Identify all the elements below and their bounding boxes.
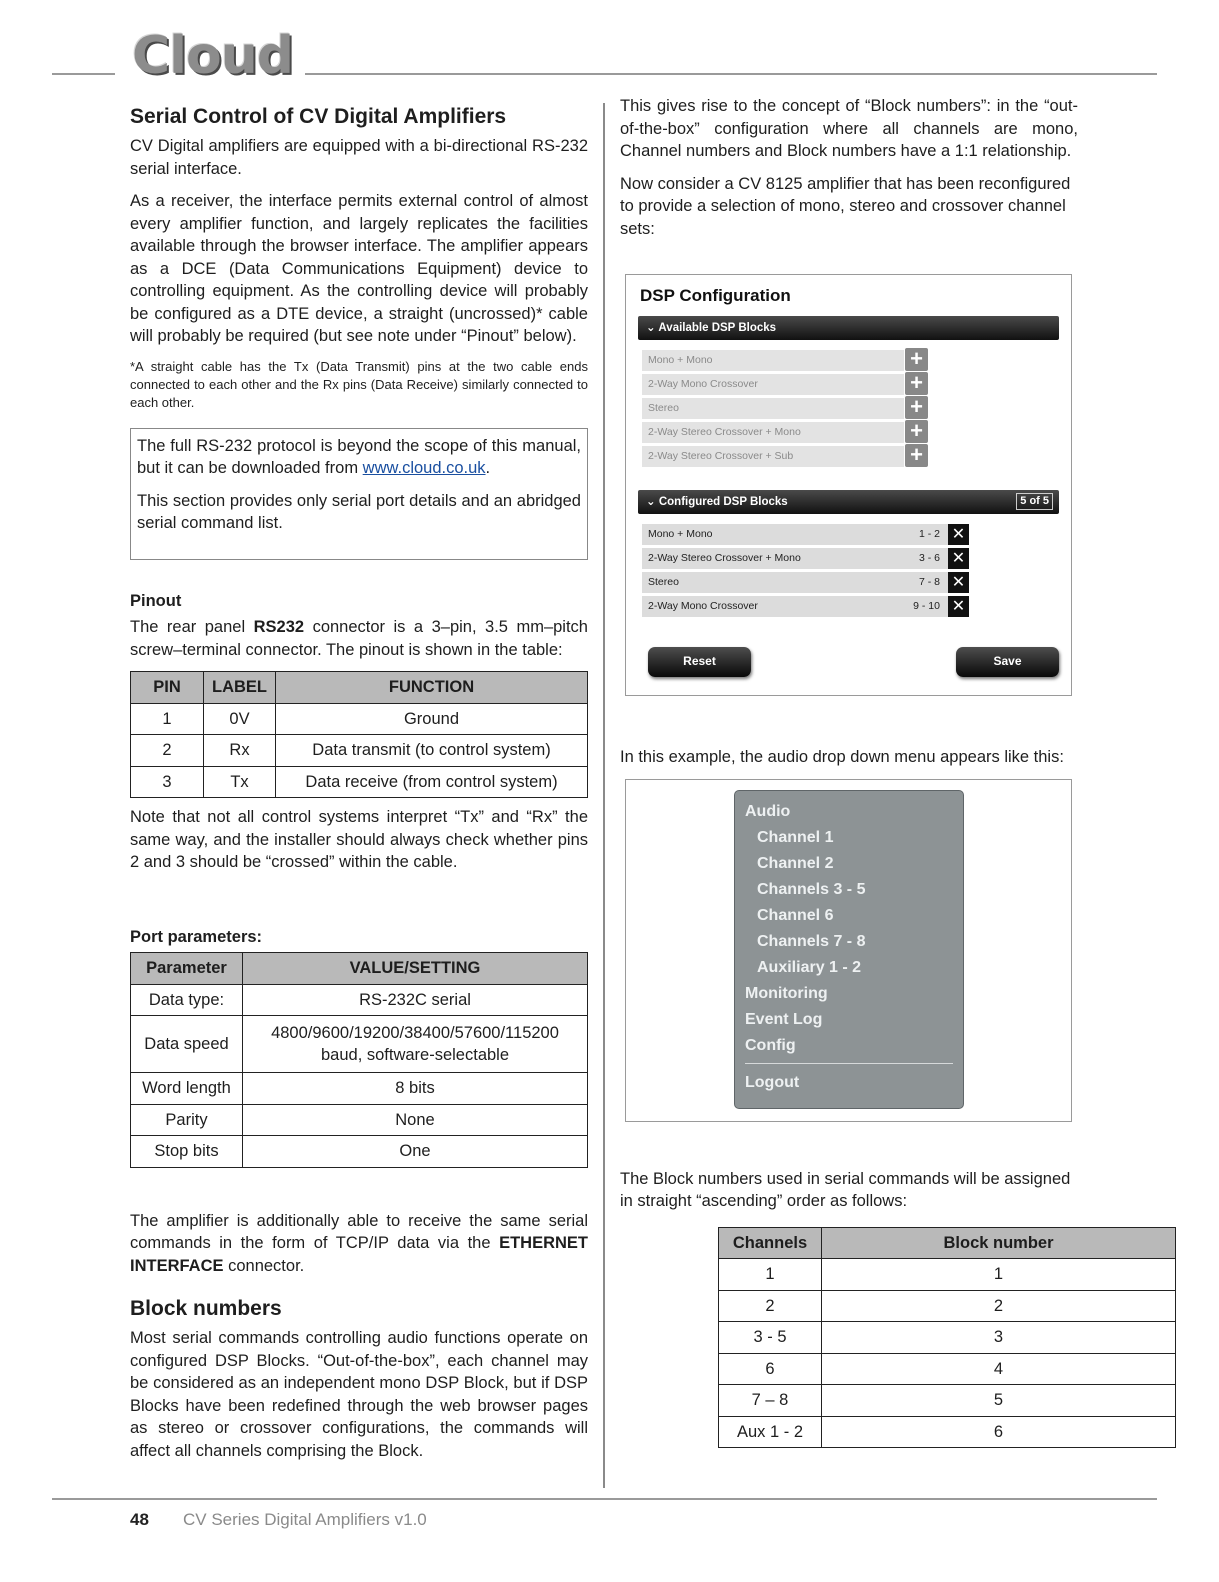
table-cell: Word length: [131, 1073, 243, 1105]
table-row: [719, 1259, 1176, 1291]
table-header: Channels: [719, 1227, 822, 1259]
block-range: 7 - 8: [918, 575, 940, 588]
available-block-row: [642, 441, 1059, 468]
table-header: VALUE/SETTING: [243, 953, 588, 985]
table-cell: Parity: [131, 1104, 243, 1136]
menu-item-auxiliary-1-2[interactable]: Auxiliary 1 - 2: [757, 958, 862, 976]
table-row: [719, 1322, 1176, 1354]
table-header: Block number: [822, 1227, 1176, 1259]
table-header: Parameter: [131, 953, 243, 985]
configured-block-row: [642, 522, 1059, 546]
tcp-pre: The amplifier is additionally able to receive the same serial commands in the form of TCP/IP data via the: [130, 1211, 588, 1252]
plus-icon: +: [910, 417, 923, 443]
add-block-button[interactable]: [905, 417, 928, 443]
menu-item-event-log[interactable]: Event Log: [745, 1010, 823, 1028]
configured-block-name: [642, 548, 948, 569]
port-heading: Port parameters:: [130, 927, 263, 946]
table-cell: None: [243, 1104, 588, 1136]
available-block-name: 2-Way Stereo Crossover + Sub: [642, 446, 904, 467]
remove-block-button[interactable]: [948, 572, 969, 593]
audio-dropdown-menu: [734, 790, 964, 1109]
add-block-button[interactable]: [905, 441, 928, 467]
menu-separator: [745, 1063, 953, 1064]
close-icon: ✕: [951, 597, 966, 615]
save-button[interactable]: Save: [956, 647, 1059, 677]
table-cell: 7 – 8: [719, 1385, 822, 1417]
table-cell: 6: [822, 1416, 1176, 1448]
available-blocks-bar[interactable]: [638, 316, 1059, 340]
table-cell: 2: [822, 1290, 1176, 1322]
table-cell: 6: [719, 1353, 822, 1385]
table-header: PIN: [131, 672, 204, 704]
table-cell: 3 - 5: [719, 1322, 822, 1354]
menu-item-config[interactable]: Config: [745, 1036, 796, 1054]
port-parameters-table: [130, 952, 588, 1168]
pinout-post: connector is a 3–pin, 3.5 mm–pitch screw–terminal connector. The pinout is shown in the table:: [130, 618, 588, 659]
available-block-row: [642, 417, 1059, 444]
remove-block-button[interactable]: [948, 548, 969, 569]
menu-item-audio[interactable]: Audio: [745, 802, 791, 820]
remove-block-button[interactable]: [948, 524, 969, 545]
menu-item-channels-7-8[interactable]: Channels 7 - 8: [757, 932, 866, 950]
footer-rule: [52, 1498, 1157, 1500]
note-box: [130, 428, 588, 560]
available-block-name: Stereo: [642, 398, 904, 419]
serial-paragraph-2: As a receiver, the interface permits external control of almost every amplifier function, and largely replicates the facilities available through the browser interface. The amplifier appears as a DCE (Data Communications Equipment) device to controlling equipment. As the controlling device will probably be configured as a DTE device, a straight (uncrossed)* cable will probably be required (but see note under “Pinout” below).: [130, 192, 588, 345]
menu-item-channel-6[interactable]: Channel 6: [757, 906, 834, 924]
right-paragraph-1: This gives rise to the concept of “Block numbers”: in the “out-of-the-box” configuration where all channels are mono, Channel numbers and Block numbers have a 1:1 relationship.: [620, 97, 1078, 160]
table-cell: Data receive (from control system): [276, 766, 588, 798]
plus-icon: +: [910, 441, 923, 467]
add-block-button[interactable]: [905, 345, 928, 371]
table-row: [719, 1353, 1176, 1385]
configured-blocks-bar[interactable]: [638, 490, 1059, 514]
block-name-text: 2-Way Stereo Crossover + Mono: [648, 551, 801, 564]
table-cell: Data type:: [131, 984, 243, 1016]
block-range: 3 - 6: [918, 551, 940, 564]
configured-block-name: [642, 572, 948, 593]
pinout-paragraph: [130, 616, 588, 661]
menu-item-channel-1[interactable]: Channel 1: [757, 828, 834, 846]
close-icon: ✕: [951, 525, 966, 543]
cloud-website-link[interactable]: www.cloud.co.uk: [362, 459, 486, 477]
configured-block-name: [642, 524, 948, 545]
audio-menu-screenshot: [625, 779, 1072, 1122]
table-row: [719, 1290, 1176, 1322]
pin-note: Note that not all control systems interpret “Tx” and “Rx” the same way, and the installer should always check whether pins 2 and 3 should be “crossed” within the cable.: [130, 808, 588, 871]
table-cell: 0V: [204, 703, 276, 735]
note-period: .: [485, 459, 491, 477]
table-row: [131, 1104, 588, 1136]
table-header: FUNCTION: [276, 672, 588, 704]
page-number: 48: [130, 1510, 149, 1529]
table-cell: 1: [719, 1259, 822, 1291]
table-cell: Rx: [204, 735, 276, 767]
menu-item-channel-2[interactable]: Channel 2: [757, 854, 834, 872]
table-cell: 4800/9600/19200/38400/57600/115200 baud, software-selectable: [243, 1016, 588, 1073]
plus-icon: +: [910, 345, 923, 371]
add-block-button[interactable]: [905, 369, 928, 395]
serial-paragraph-1: CV Digital amplifiers are equipped with a bi-directional RS-232 serial interface.: [130, 137, 588, 178]
menu-item-monitoring[interactable]: Monitoring: [745, 984, 828, 1002]
dsp-title: DSP Configuration: [640, 286, 791, 305]
table-row: [131, 735, 588, 767]
table-row: [131, 703, 588, 735]
available-block-name: 2-Way Mono Crossover: [642, 374, 904, 395]
blocks-intro: The Block numbers used in serial commands will be assigned in straight “ascending” order as follows:: [620, 1169, 1071, 1210]
reset-button[interactable]: Reset: [648, 647, 751, 677]
serial-heading: Serial Control of CV Digital Amplifiers: [130, 105, 507, 128]
note-line-1: [137, 435, 581, 480]
table-cell: Tx: [204, 766, 276, 798]
plus-icon: +: [910, 369, 923, 395]
table-cell: 5: [822, 1385, 1176, 1417]
table-header-row: [131, 672, 588, 704]
dsp-configuration-panel: [625, 274, 1072, 696]
left-column: [130, 103, 588, 1472]
block-numbers-heading: Block numbers: [130, 1297, 282, 1320]
table-header-row: [719, 1227, 1176, 1259]
table-cell: Stop bits: [131, 1136, 243, 1168]
pinout-pre: The rear panel: [130, 618, 254, 636]
pinout-heading: Pinout: [130, 591, 182, 610]
close-icon: ✕: [951, 573, 966, 591]
block-range: 9 - 10: [913, 599, 940, 612]
add-block-button[interactable]: [905, 393, 928, 419]
table-cell: Ground: [276, 703, 588, 735]
table-cell: Data transmit (to control system): [276, 735, 588, 767]
menu-item-logout[interactable]: Logout: [745, 1073, 800, 1091]
header-rule-right: [305, 73, 1157, 75]
table-row: [719, 1385, 1176, 1417]
table-cell: 2: [719, 1290, 822, 1322]
table-row: [131, 1136, 588, 1168]
block-name-text: Mono + Mono: [648, 527, 713, 540]
available-block-name: 2-Way Stereo Crossover + Mono: [642, 422, 904, 443]
block-range: 1 - 2: [918, 527, 940, 540]
configured-block-row: [642, 594, 1059, 618]
table-cell: 1: [131, 703, 204, 735]
table-header-row: [131, 953, 588, 985]
ethernet-label: ETHERNET INTERFACE: [130, 1234, 588, 1275]
footnote: *A straight cable has the Tx (Data Transmit) pins at the two cable ends connected to each other and the Rx pins (Data Receive) similarly connected to each other.: [130, 358, 588, 410]
table-row: [131, 984, 588, 1016]
menu-intro: In this example, the audio drop down menu appears like this:: [620, 748, 1064, 766]
available-block-name: Mono + Mono: [642, 350, 904, 371]
table-row: [131, 1073, 588, 1105]
note-text: The full RS-232 protocol is beyond the scope of this manual, but it can be downloaded from: [137, 436, 581, 477]
close-icon: ✕: [951, 549, 966, 567]
block-name-text: Stereo: [648, 575, 679, 588]
right-paragraph-2: Now consider a CV 8125 amplifier that has been reconfigured to provide a selection of mono, stereo and crossover channel sets:: [620, 174, 1071, 238]
cloud-logo: Cloud: [132, 26, 293, 86]
table-cell: Aux 1 - 2: [719, 1416, 822, 1448]
table-cell: RS-232C serial: [243, 984, 588, 1016]
plus-icon: +: [910, 393, 923, 419]
table-cell: 2: [131, 735, 204, 767]
block-name-text: 2-Way Mono Crossover: [648, 599, 758, 612]
table-cell: 8 bits: [243, 1073, 588, 1105]
document-title: CV Series Digital Amplifiers v1.0: [183, 1510, 427, 1529]
configured-block-name: [642, 596, 948, 617]
chevron-down-icon: ⌄: [646, 321, 656, 334]
menu-item-channels-3-5[interactable]: Channels 3 - 5: [757, 880, 866, 898]
available-block-row: [642, 345, 1059, 372]
configured-blocks-label: Configured DSP Blocks: [658, 495, 788, 508]
header-rule-left: [52, 73, 115, 75]
chevron-down-icon: ⌄: [646, 495, 656, 508]
table-cell: One: [243, 1136, 588, 1168]
column-divider: [603, 103, 605, 1488]
note-line-2: This section provides only serial port details and an abridged serial command list.: [137, 491, 581, 532]
tcp-post: connector.: [223, 1256, 305, 1275]
table-cell: 4: [822, 1353, 1176, 1385]
table-cell: 3: [131, 766, 204, 798]
tcp-paragraph: [130, 1210, 588, 1278]
remove-block-button[interactable]: [948, 596, 969, 617]
configured-block-row: [642, 570, 1059, 594]
available-block-row: [642, 369, 1059, 396]
table-row: [131, 1016, 588, 1073]
available-blocks-label: Available DSP Blocks: [658, 321, 777, 334]
configured-block-row: [642, 546, 1059, 570]
table-header: LABEL: [204, 672, 276, 704]
block-paragraph: Most serial commands controlling audio functions operate on configured DSP Blocks. “Out-of-the-box”, each channel may be considered as an independent mono DSP Block, but if DSP Blocks have been redefined through the web browser pages as stereo or crossover configurations, the commands will affect all channels comprising the Block.: [130, 1329, 588, 1460]
right-column: [620, 95, 1078, 1448]
table-cell: Data speed: [131, 1016, 243, 1073]
table-cell: 3: [822, 1322, 1176, 1354]
table-cell: 1: [822, 1259, 1176, 1291]
rs232-label: RS232: [253, 618, 305, 636]
available-block-row: [642, 393, 1059, 420]
table-row: [719, 1416, 1176, 1448]
block-number-table: [718, 1227, 1176, 1449]
pinout-table: [130, 671, 588, 798]
table-row: [131, 766, 588, 798]
configured-count-badge: 5 of 5: [1016, 493, 1053, 510]
